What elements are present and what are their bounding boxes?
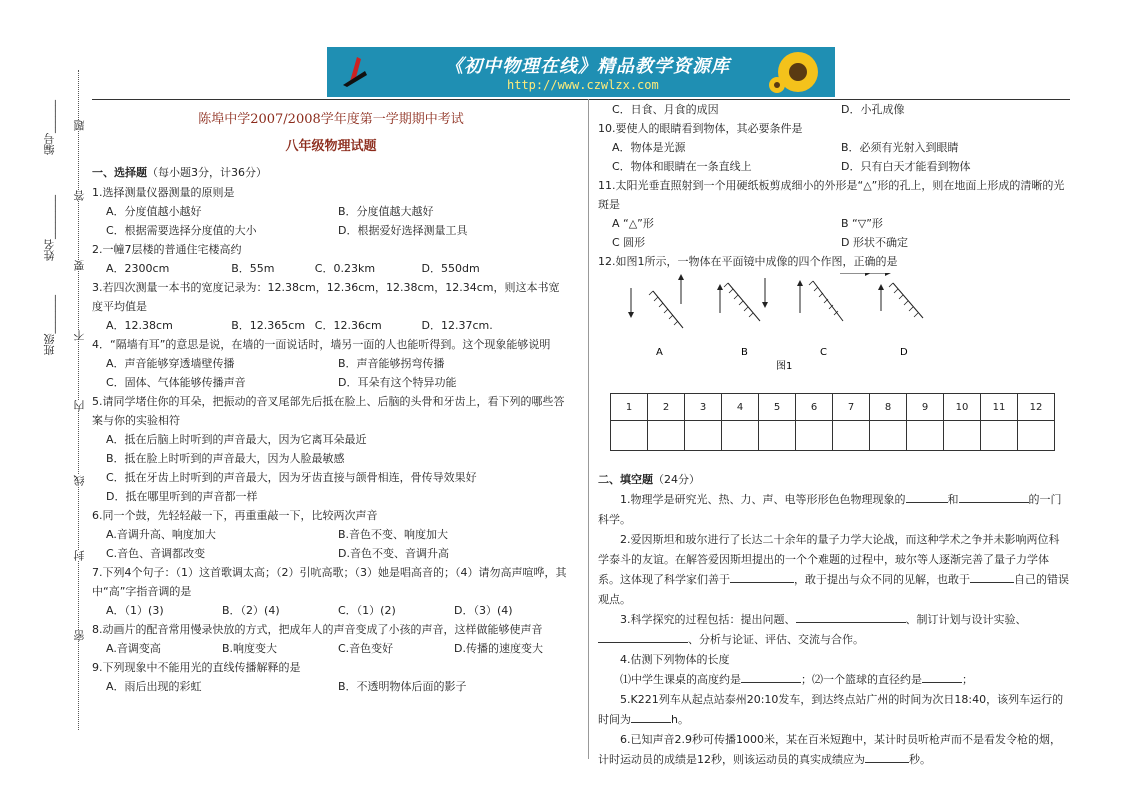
answer-blank[interactable] <box>922 682 962 683</box>
fill-question: 5.K221列车从起点站泰州20:10发车，到达终点站广州的时间为次日18:40，该列车运行的时间为 h。 <box>598 693 1064 726</box>
binding-margin <box>22 70 92 730</box>
fill-question: 4.估测下列物体的长度 <box>620 653 730 666</box>
question-text: 11.太阳光垂直照射到一个用硬纸板剪成细小的外形是“△”形的孔上，则在地面上形成的清晰的光斑是 <box>598 179 1065 211</box>
fill-question: 2.爱因斯坦和玻尔进行了长达二十余年的量子力学大论战，而这种学术之争并未影响两位科学泰斗的友谊。在解答爱因斯坦提出的一个个难题的过程中，玻尔等人逐渐完善了量子力学体系。这体现了科学家们善于 ，敢于提出与众不同的见解，也敢于 自己的错误观点。 <box>598 533 1069 606</box>
option: C．抵在牙齿上时听到的声音最大，因为牙齿直接与颌骨相连，骨传导效果好 <box>106 471 477 484</box>
option: A “△”形 <box>612 217 654 230</box>
fill-question: ⑴中学生课桌的高度约是 ；⑵一个篮球的直径约是 ； <box>620 673 973 686</box>
section-fill-title: 二、填空题（24分） <box>598 473 700 486</box>
option: D．12.37cm. <box>421 319 493 332</box>
answer-table-header: 10 <box>944 394 981 421</box>
option: B．声音能够拐弯传播 <box>338 357 445 370</box>
question-text: 4．“隔墙有耳”的意思是说，在墙的一面说话时，墙另一面的人也能听得到。这个现象能够说明 <box>92 338 551 351</box>
option: C．日食、月食的成因 <box>612 103 719 116</box>
column-divider <box>588 99 589 759</box>
answer-cell[interactable] <box>796 421 833 451</box>
options <box>92 259 570 278</box>
sunflower-icon <box>767 49 829 95</box>
seal-word: 线 <box>73 475 86 486</box>
options <box>598 100 1070 119</box>
question-text: 6.同一个鼓，先轻轻敲一下，再重重敲一下，比较两次声音 <box>92 509 378 522</box>
figure-caption: 图1 <box>776 361 793 372</box>
question-text: 8.动画片的配音常用慢录快放的方式，把成年人的声音变成了小孩的声音，这样做能够使声音 <box>92 623 543 636</box>
label-number: 编号______ <box>43 100 56 155</box>
answer-table-header: 7 <box>833 394 870 421</box>
option: D．550dm <box>421 262 480 275</box>
answer-table-header: 8 <box>870 394 907 421</box>
answer-table-header: 2 <box>648 394 685 421</box>
answer-cell[interactable] <box>944 421 981 451</box>
label-class: 班级_______ <box>43 295 56 356</box>
option: C．0.23km <box>314 262 376 275</box>
option: D．只有白天才能看到物体 <box>841 160 971 173</box>
banner-title: 《初中物理在线》精品教学资源库 <box>445 56 730 77</box>
option: A．分度值越小越好 <box>106 205 202 218</box>
diagram-label: B <box>741 347 748 358</box>
option: A．声音能够穿透墙壁传播 <box>106 357 235 370</box>
option: C．（1）(2) <box>338 604 396 617</box>
answer-blank[interactable] <box>970 582 1014 583</box>
left-column <box>92 105 570 696</box>
answer-blank[interactable] <box>796 622 906 623</box>
option: C 圆形 <box>612 236 646 249</box>
logo-icon <box>335 51 375 91</box>
answer-blank[interactable] <box>865 762 909 763</box>
right-column <box>598 100 1070 770</box>
option: B.音色不变、响度加大 <box>338 528 449 541</box>
seal-word: 封 <box>73 550 86 561</box>
option: D．（3）(4) <box>454 604 513 617</box>
answer-cell[interactable] <box>722 421 759 451</box>
seal-word: 答 <box>73 190 86 201</box>
option: C．物体和眼睛在一条直线上 <box>612 160 752 173</box>
answer-cell[interactable] <box>833 421 870 451</box>
mirror-diagram <box>598 273 1070 388</box>
option: C.音色变好 <box>338 642 394 655</box>
answer-cell[interactable] <box>611 421 648 451</box>
question-text: 5.请同学堵住你的耳朵，把振动的音叉尾部先后抵在脸上、后脑的头骨和牙齿上，看下列的哪些答案与你的实验相符 <box>92 395 565 427</box>
answer-cell[interactable] <box>870 421 907 451</box>
answer-table-header: 3 <box>685 394 722 421</box>
options <box>598 138 1070 176</box>
options <box>598 214 1070 252</box>
answer-cell[interactable] <box>685 421 722 451</box>
option: A．12.38cm <box>106 319 173 332</box>
option: D．根据爱好选择测量工具 <box>338 224 468 237</box>
fill-question: 1.物理学是研究光、热、力、声、电等形形色色物理现象的 和 的一门科学。 <box>598 493 1062 526</box>
answer-table-header: 12 <box>1018 394 1055 421</box>
option: B “▽”形 <box>841 217 883 230</box>
option: A．物体是光源 <box>612 141 686 154</box>
answer-cell[interactable] <box>1018 421 1055 451</box>
options <box>92 601 570 620</box>
option: B．抵在脸上时听到的声音最大，因为人脸最敏感 <box>106 452 345 465</box>
options <box>92 202 570 240</box>
option: A．2300cm <box>106 262 170 275</box>
seal-word: 密 <box>73 630 86 641</box>
question-text: 2.一幢7层楼的普通住宅楼高约 <box>92 243 242 256</box>
answer-table-header: 4 <box>722 394 759 421</box>
options <box>92 354 570 392</box>
seal-word: 不 <box>73 330 86 341</box>
options <box>92 430 570 506</box>
question-text: 1.选择测量仪器测量的原则是 <box>92 186 235 199</box>
options <box>92 525 570 563</box>
option: D．抵在哪里听到的声音都一样 <box>106 490 258 503</box>
diagram-label: A <box>656 347 663 358</box>
question-text: 12.如图1所示，一物体在平面镜中成像的四个作图，正确的是 <box>598 255 898 268</box>
answer-cell[interactable] <box>981 421 1018 451</box>
diagram-label: D <box>900 347 908 358</box>
option: B．分度值越大越好 <box>338 205 434 218</box>
option: D.音色不变、音调升高 <box>338 547 449 560</box>
option: A．抵在后脑上时听到的声音最大，因为它离耳朵最近 <box>106 433 367 446</box>
answer-table-header: 6 <box>796 394 833 421</box>
answer-blank[interactable] <box>741 682 801 683</box>
options <box>92 677 570 696</box>
header-banner <box>327 47 835 97</box>
options <box>92 316 570 335</box>
answer-table-header: 9 <box>907 394 944 421</box>
answer-table <box>610 393 1055 451</box>
question-text: 7.下列4个句子：（1）这首歌调太高；（2）引吭高歌；（3）她是唱高音的；（4）请勿高声喧哗，其中“高”字指音调的是 <box>92 566 567 598</box>
section-choice-title: 一、选择题（每小题3分，计36分） <box>92 166 267 179</box>
exam-title: 陈埠中学2007/2008学年度第一学期期中考试 <box>198 112 464 127</box>
seal-word: 内 <box>73 400 86 411</box>
answer-blank[interactable] <box>598 642 688 643</box>
answer-blank[interactable] <box>631 722 671 723</box>
question-text: 9.下列现象中不能用光的直线传播解释的是 <box>92 661 301 674</box>
option: C．12.36cm <box>314 319 382 332</box>
question-text: 3.若四次测量一本书的宽度记录为：12.38cm，12.36cm，12.38cm，12.34cm，则这本书宽度平均值是 <box>92 281 560 313</box>
seal-word: 题 <box>73 120 86 131</box>
exam-subtitle: 八年级物理试题 <box>285 139 377 154</box>
option: B．必须有光射入到眼睛 <box>841 141 959 154</box>
option: C．根据需要选择分度值的大小 <box>106 224 257 237</box>
option: A.音调升高、响度加大 <box>106 528 216 541</box>
option: C.音色、音调都改变 <box>106 547 206 560</box>
option: B．（2）(4) <box>222 604 280 617</box>
diagram-label: C <box>820 347 827 358</box>
options <box>92 639 570 658</box>
option: A．雨后出现的彩虹 <box>106 680 202 693</box>
option: B．不透明物体后面的影子 <box>338 680 467 693</box>
mirror-figure <box>598 273 1070 393</box>
option: D．耳朵有这个特异功能 <box>338 376 457 389</box>
fill-section <box>598 490 1070 770</box>
option: A．（1）(3) <box>106 604 164 617</box>
option: D 形状不确定 <box>841 236 908 249</box>
option: D．小孔成像 <box>841 103 905 116</box>
answer-table-header: 5 <box>759 394 796 421</box>
banner-url: http://www.czwlzx.com <box>507 78 659 92</box>
answer-table-header: 11 <box>981 394 1018 421</box>
answer-blank[interactable] <box>959 502 1029 503</box>
answer-blank[interactable] <box>906 502 948 503</box>
option: B．12.365cm <box>231 319 306 332</box>
answer-cell[interactable] <box>907 421 944 451</box>
answer-cell[interactable] <box>648 421 685 451</box>
option: C．固体、气体能够传播声音 <box>106 376 246 389</box>
seal-word: 要 <box>73 260 86 271</box>
label-name: 姓名________ <box>43 195 56 261</box>
answer-table-header: 1 <box>611 394 648 421</box>
question-text: 10.要使人的眼睛看到物体，其必要条件是 <box>598 122 803 135</box>
fill-question: 3.科学探究的过程包括：提出问题、 、制订计划与设计实验、、分析与论证、评估、交流与合作。 <box>598 610 1070 650</box>
answer-blank[interactable] <box>730 582 794 583</box>
option: D.传播的速度变大 <box>454 642 543 655</box>
option: B．55m <box>231 262 275 275</box>
fill-question: 6.已知声音2.9秒可传播1000米，某在百米短跑中，某计时员听枪声而不是看发令枪的烟，计时运动员的成绩是12秒，则该运动员的真实成绩应为 秒。 <box>598 733 1061 766</box>
option: B.响度变大 <box>222 642 278 655</box>
answer-cell[interactable] <box>759 421 796 451</box>
option: A.音调变高 <box>106 642 161 655</box>
